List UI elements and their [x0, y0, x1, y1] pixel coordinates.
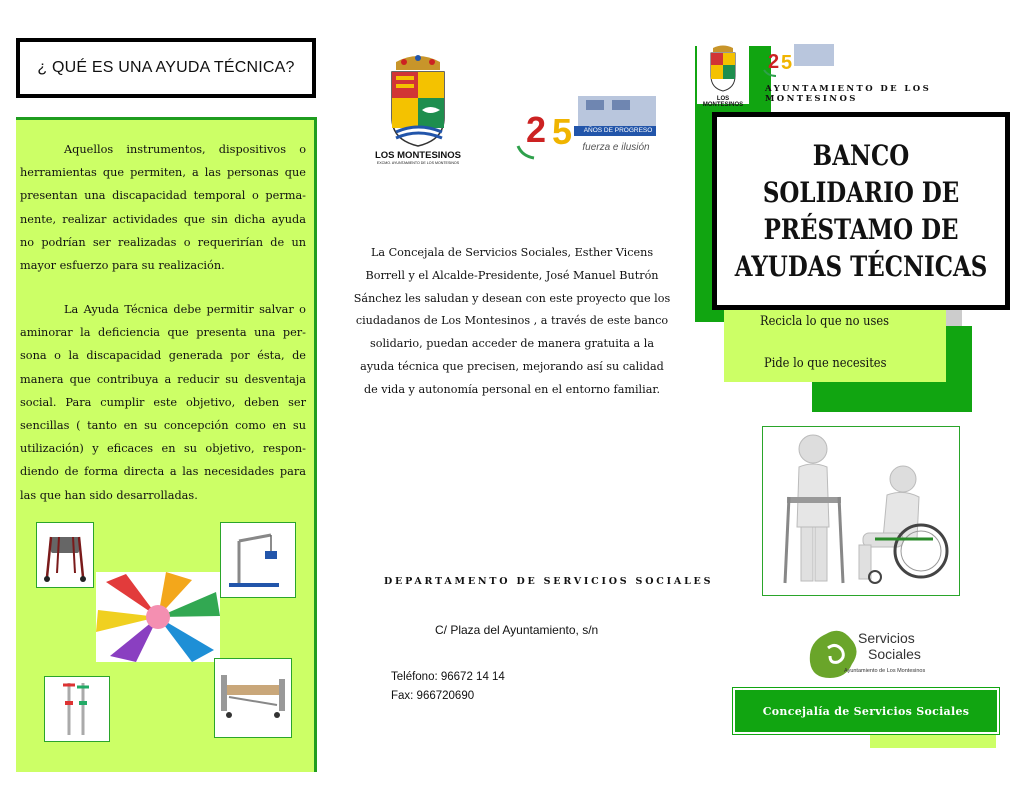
svg-text:2: 2 [526, 109, 547, 150]
greeting-text: La Concejala de Servicios Sociales, Esther Vicens Borrell y el Alcalde-Presidente, José Manuel Butrón Sánchez les saludan y desean con este proyecto que los ciudadanos de Los Montesinos , a través de este banco solidario, puedan acceder de manera gratuita a la ayuda técnica que precisen, mejorando así su calidad de vida y autonomía personal en el entorno familiar. [353, 246, 671, 396]
department-name: DEPARTAMENTO DE SERVICIOS SOCIALES [384, 576, 714, 587]
title-line-3: PRÉSTAMO DE [763, 213, 959, 246]
definition-paragraph-2: La Ayuda Técnica debe permitir salvar o aminorar la deficiencia que presenta una per-sona o la discapacidad generada por ésta, de manera que contribuya a reducir su desventaja social. Para cumplir este objetivo, deben ser sencillas ( tanto en su concepción como en su utilización) y eficaces en su objetivo, respon-diendo de forma directa a las necesidades para las que han sido desarrolladas. [20, 303, 306, 502]
slogan-pide: Pide lo que necesites [764, 356, 887, 371]
question-title: ¿ QUÉ ES UNA AYUDA TÉCNICA? [16, 38, 316, 98]
title-line-1: BANCO [812, 139, 910, 172]
anniversary-logo-subtitle: AÑOS DE PROGRESO [583, 127, 653, 134]
phone: Teléfono: 96672 14 14 [391, 671, 505, 683]
definition-paragraph-1: Aquellos instrumentos, dispositivos o herramientas que permiten, a las personas que presentan una discapacidad temporal o perma-nente, realizar actividades que sin dicha ayuda no podrían ser realizadas o requerirían de un mayor esfuerzo para su realización. [20, 143, 306, 273]
title-box [712, 112, 1010, 310]
colorful-hands-image [96, 572, 220, 662]
small-logo-name: LOS MONTESINOS [702, 96, 744, 108]
small-25-logo [760, 40, 836, 80]
svg-text:5: 5 [552, 111, 573, 152]
svg-text:5: 5 [781, 52, 793, 74]
ss-logo-line3: Ayuntamiento de Los Montesinos [844, 668, 926, 674]
title-line-4: AYUDAS TÉCNICAS [734, 250, 988, 283]
fax: Fax: 966720690 [391, 690, 475, 702]
ss-logo-line1: Servicios [858, 630, 915, 646]
walker-image [36, 522, 94, 588]
svg-text:2: 2 [768, 51, 780, 73]
anniversary-logo-slogan: fuerza e ilusión [582, 142, 650, 153]
slogan-recicla: Recicla lo que no uses [760, 314, 890, 329]
shield-logo-name: LOS MONTESINOS [374, 150, 462, 161]
anniversary-25-logo [512, 86, 658, 168]
small-shield-logo [697, 44, 749, 108]
los-montesinos-shield-logo [366, 52, 470, 170]
crutches-image [44, 676, 110, 742]
ayuntamiento-label: AYUNTAMIENTO DE LOS MONTESINOS [765, 84, 932, 104]
definition-panel [16, 117, 317, 772]
wheelchair-illustration [762, 426, 960, 596]
concejalia-label: Concejalía de Servicios Sociales [733, 688, 999, 734]
hospital-bed-image [214, 658, 292, 738]
title-line-2: SOLIDARIO DE [762, 176, 960, 209]
patient-lift-image [220, 522, 296, 598]
ss-logo-line2: Sociales [868, 646, 921, 662]
address: C/ Plaza del Ayuntamiento, s/n [435, 623, 599, 637]
servicios-sociales-logo [806, 628, 946, 684]
shield-logo-subtitle: EXCMO. AYUNTAMIENTO DE LOS MONTESINOS [376, 161, 460, 165]
main-title [735, 137, 988, 285]
